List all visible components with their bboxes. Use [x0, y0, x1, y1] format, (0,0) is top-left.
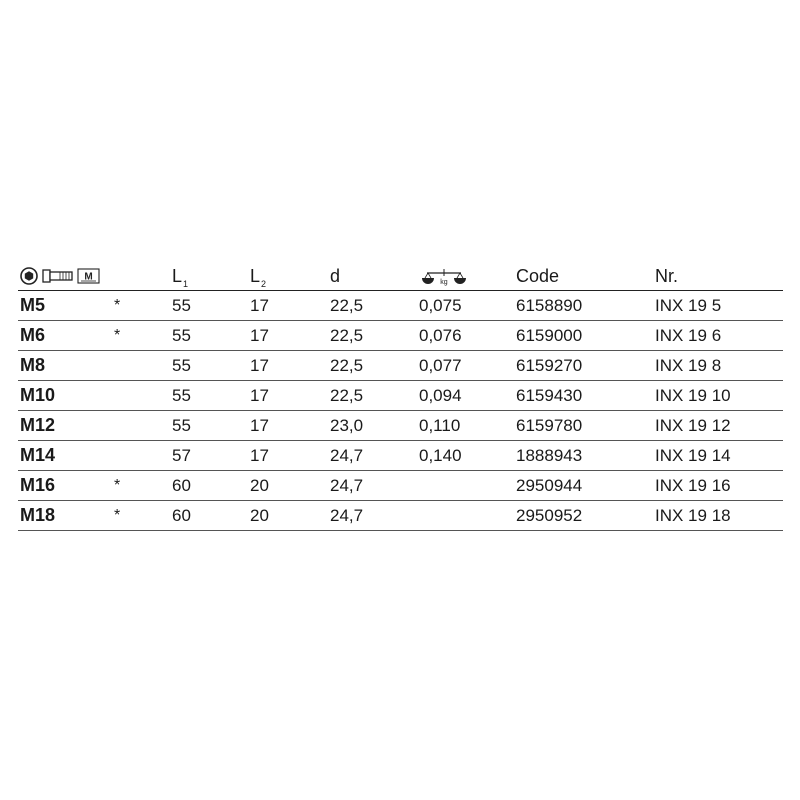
l2-cell: 17 — [250, 416, 269, 435]
mark-cell: * — [114, 507, 121, 524]
size-cell: M6 — [20, 325, 46, 345]
l1-cell: 60 — [172, 506, 191, 525]
hex-socket-icon — [21, 268, 37, 284]
l2-cell: 20 — [250, 476, 269, 495]
l1-cell: 55 — [172, 416, 191, 435]
table-row — [18, 501, 783, 531]
l2-cell: 17 — [250, 446, 269, 465]
size-cell: M10 — [20, 385, 56, 405]
col-code-header: Code — [516, 266, 560, 286]
l1-cell: 55 — [172, 356, 191, 375]
table-row — [18, 411, 783, 441]
nr-cell: INX 19 12 — [655, 416, 731, 435]
nr-cell: INX 19 8 — [655, 356, 722, 375]
code-cell: 2950952 — [516, 506, 583, 525]
l1-cell: 55 — [172, 326, 191, 345]
weight-cell: 0,094 — [419, 386, 462, 405]
size-cell: M5 — [20, 295, 46, 315]
nr-cell: INX 19 6 — [655, 326, 722, 345]
d-cell: 22,5 — [330, 386, 364, 405]
metric-thread-icon — [78, 269, 99, 283]
size-cell: M16 — [20, 475, 56, 495]
nr-cell: INX 19 18 — [655, 506, 731, 525]
code-cell: 6159000 — [516, 326, 583, 345]
d-cell: 22,5 — [330, 296, 364, 315]
size-cell: M12 — [20, 415, 56, 435]
mark-cell: * — [114, 297, 121, 314]
weight-unit-label: kg — [440, 279, 448, 286]
table-row — [18, 441, 783, 471]
table-row — [18, 381, 783, 411]
table-row — [18, 471, 783, 501]
nr-cell: INX 19 10 — [655, 386, 731, 405]
nr-cell: INX 19 14 — [655, 446, 731, 465]
nr-cell: INX 19 16 — [655, 476, 731, 495]
l2-cell: 17 — [250, 386, 269, 405]
l2-cell: 17 — [250, 296, 269, 315]
weight-cell: 0,110 — [419, 416, 461, 435]
d-cell: 22,5 — [330, 326, 364, 345]
table-body — [18, 291, 783, 531]
col-nr-header: Nr. — [655, 266, 679, 286]
mark-cell: * — [114, 327, 121, 344]
l1-cell: 60 — [172, 476, 191, 495]
col-l1-header: $L_1$ — [172, 266, 189, 289]
d-cell: 24,7 — [330, 476, 364, 495]
mark-cell: * — [114, 477, 121, 494]
weight-cell: 0,075 — [419, 296, 462, 315]
code-cell: 6159430 — [516, 386, 583, 405]
weight-cell: 0,140 — [419, 446, 462, 465]
col-l2-header: $L_2$ — [250, 266, 267, 289]
table-row — [18, 291, 783, 321]
size-cell: M18 — [20, 505, 56, 525]
table-header — [18, 260, 783, 291]
code-cell: 6159780 — [516, 416, 583, 435]
l2-cell: 17 — [250, 356, 269, 375]
table-row — [18, 351, 783, 381]
d-cell: 22,5 — [330, 356, 364, 375]
code-cell: 2950944 — [516, 476, 583, 495]
code-cell: 1888943 — [516, 446, 583, 465]
col-d-header: d — [330, 266, 341, 286]
size-cell: M14 — [20, 445, 56, 465]
metric-icon-label: M — [84, 271, 93, 283]
code-cell: 6158890 — [516, 296, 583, 315]
d-cell: 23,0 — [330, 416, 364, 435]
l2-cell: 17 — [250, 326, 269, 345]
nr-cell: INX 19 5 — [655, 296, 722, 315]
type-icons — [20, 266, 110, 286]
l1-cell: 55 — [172, 386, 191, 405]
d-cell: 24,7 — [330, 446, 364, 465]
l1-cell: 55 — [172, 296, 191, 315]
weight-cell: 0,076 — [419, 326, 462, 345]
d-cell: 24,7 — [330, 506, 364, 525]
scale-icon — [421, 268, 467, 286]
table-row — [18, 321, 783, 351]
code-cell: 6159270 — [516, 356, 583, 375]
bolt-icon — [43, 270, 72, 282]
size-cell: M8 — [20, 355, 46, 375]
product-spec-table — [18, 260, 783, 531]
l2-cell: 20 — [250, 506, 269, 525]
weight-cell: 0,077 — [419, 356, 462, 375]
l1-cell: 57 — [172, 446, 191, 465]
